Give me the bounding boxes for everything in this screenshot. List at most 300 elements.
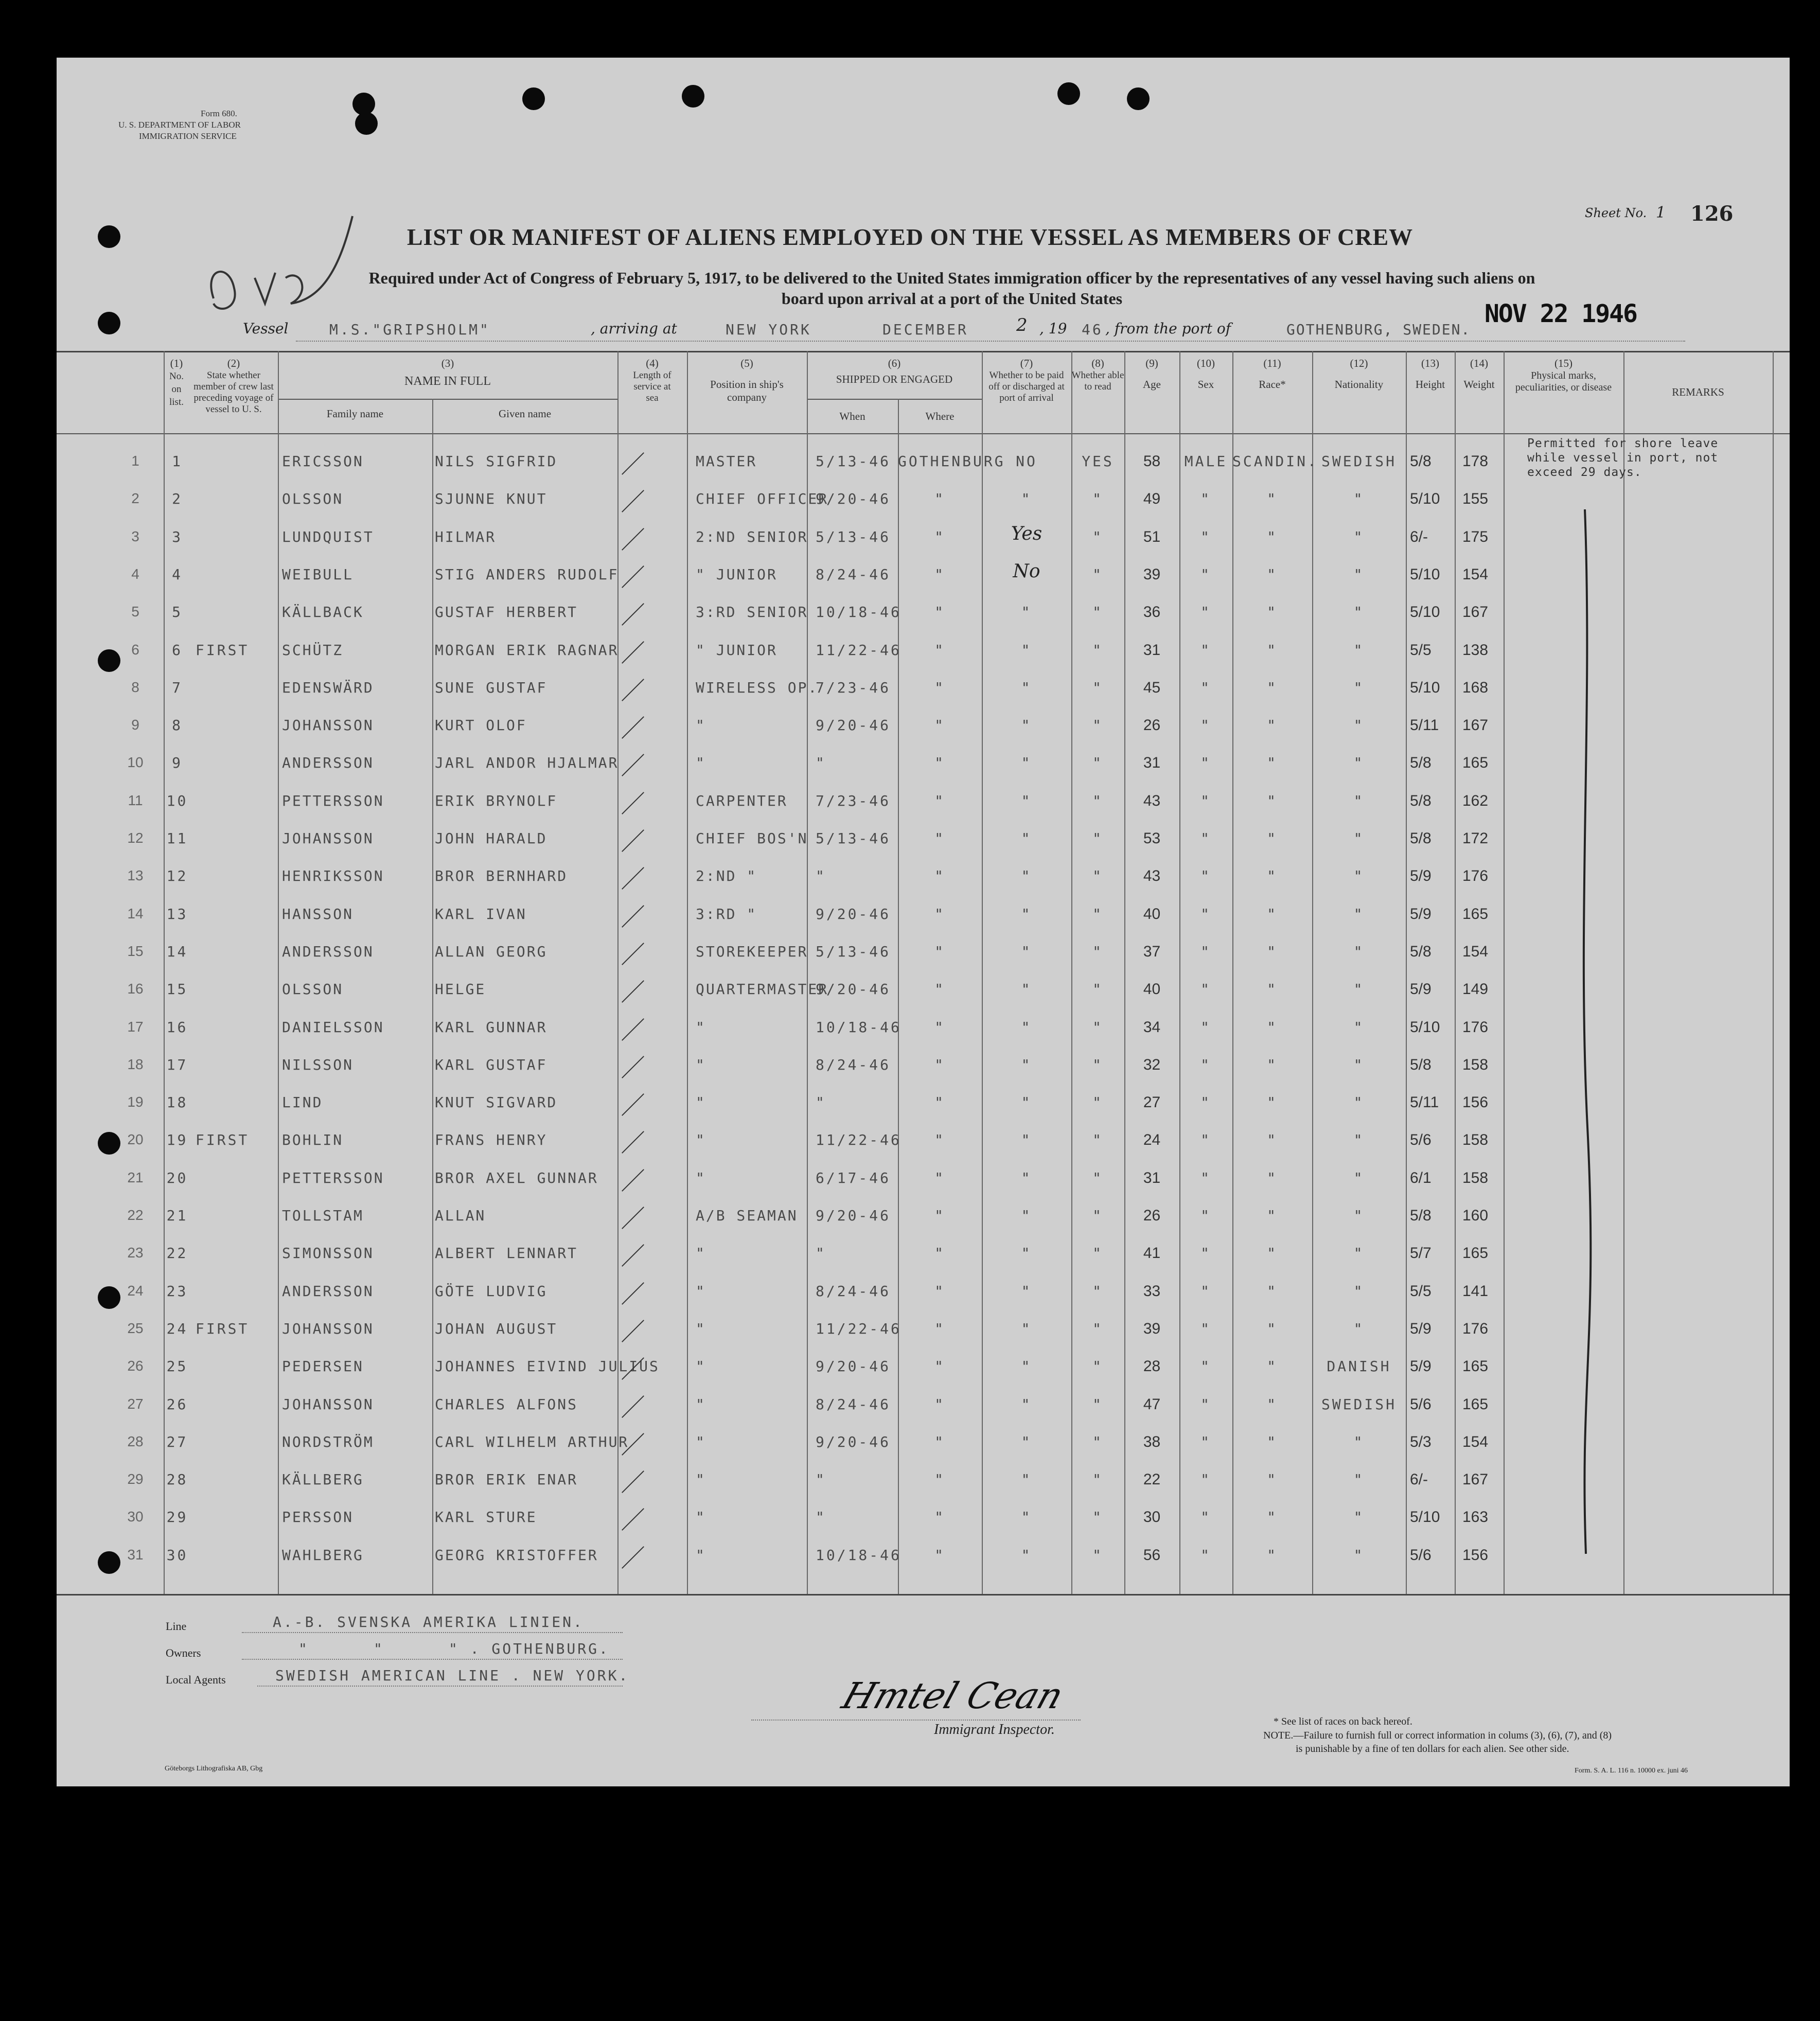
given-name: CARL WILHELM ARTHUR [435,1433,629,1450]
col-header-family: Family name [326,407,384,420]
service-name: IMMIGRATION SERVICE [139,131,237,141]
given-name: GEORG KRISTOFFER [435,1546,598,1564]
weight: 158 [1462,1169,1489,1186]
paid-off: " [1021,1169,1032,1186]
paid-off: " [1021,867,1032,885]
age: 53 [1143,830,1161,847]
height: 5/11 [1410,717,1439,734]
given-name: FRANS HENRY [435,1131,547,1149]
shipped-when: 9/20-46 [816,1207,891,1224]
year-label: , 19 [1039,320,1067,337]
position: " JUNIOR [696,565,778,583]
service-check-mark [622,829,644,852]
age: 32 [1143,1056,1161,1073]
age: 56 [1143,1546,1161,1564]
race: " [1267,1358,1278,1375]
given-name: KARL STURE [435,1509,537,1526]
arrival-month: DECEMBER [882,321,968,338]
arrival-year: 46 [1082,321,1103,338]
weight: 160 [1462,1207,1489,1224]
table-row [0,672,1820,710]
sheet-number: 126 [1690,202,1734,226]
age: 40 [1143,905,1161,923]
position: 2:ND SENIOR [696,528,808,545]
able-to-read: " [1092,1471,1103,1488]
paid-off: " [1021,830,1032,847]
given-name: HILMAR [435,528,497,545]
service-check-mark [622,1508,644,1531]
weight: 138 [1462,641,1489,659]
service-check-mark [622,1244,644,1267]
shipped-where: GOTHENBURG [898,453,1005,470]
height: 5/10 [1410,565,1440,583]
service-check-mark [622,565,644,588]
nationality: " [1353,604,1365,621]
list-number: 16 [166,1018,188,1036]
vessel-name: M.S."GRIPSHOLM" [329,321,490,338]
position: 3:RD " [696,905,757,923]
sheet-line-number: 10 [127,754,144,771]
shipped-when: 5/13-46 [816,453,891,470]
races-note: * See list of races on back hereof. [1274,1716,1412,1727]
shipped-where: " [934,490,945,508]
family-name: WEIBULL [282,565,354,583]
given-name: HELGE [435,981,486,998]
nationality: " [1353,1018,1365,1036]
shipped-when: 9/20-46 [816,490,891,508]
family-name: KÄLLBACK [282,604,364,621]
nationality: " [1353,754,1365,772]
family-name: JOHANSSON [282,830,374,847]
position: " [696,717,706,734]
paid-off: " [1021,981,1032,998]
list-number: 25 [166,1358,188,1375]
nationality: " [1353,641,1365,659]
given-name: KARL GUNNAR [435,1018,547,1036]
position: " [696,1018,706,1036]
sex: " [1200,981,1211,998]
shipped-where: " [934,981,945,998]
able-to-read: " [1092,565,1103,583]
given-name: JARL ANDOR HJALMAR [435,754,619,772]
position: " [696,1131,706,1149]
arrival-port: NEW YORK [726,321,811,338]
sex: " [1200,1131,1211,1149]
age: 31 [1143,754,1161,772]
shipped-when: " [816,1245,826,1262]
age: 43 [1143,792,1161,809]
punch-hole [1127,87,1150,110]
sheet-line-number: 23 [127,1245,144,1261]
service-check-mark [622,716,644,739]
nationality: " [1353,905,1365,923]
table-row [0,634,1820,672]
able-to-read: " [1092,1207,1103,1224]
given-name: JOHN HARALD [435,830,547,847]
table-row [0,559,1820,596]
sex: " [1200,1433,1211,1450]
department-name: U. S. DEPARTMENT OF LABOR [118,120,241,130]
sex: " [1200,1169,1211,1186]
table-row [0,1162,1820,1200]
shipped-when: 10/18-46 [816,604,902,621]
age: 40 [1143,981,1161,998]
family-name: EDENSWÄRD [282,679,374,696]
departure-port: GOTHENBURG, SWEDEN. [1286,321,1471,338]
paid-off: " [1021,679,1032,696]
family-name: HANSSON [282,905,354,923]
height: 5/9 [1410,981,1432,998]
col-header-prev-voyage: (2) State whether member of crew last preceding voyage of vessel to U. S. [193,357,274,415]
weight: 156 [1462,1094,1489,1111]
printer-mark: Göteborgs Lithografiska AB, Gbg [165,1765,263,1772]
age: 30 [1143,1509,1161,1526]
race: " [1267,905,1278,923]
height: 5/5 [1410,1282,1432,1300]
given-name: ALLAN [435,1207,486,1224]
service-check-mark [622,490,644,512]
line-label: Line [166,1620,187,1633]
list-number: 23 [166,1282,188,1300]
age: 31 [1143,1169,1161,1186]
sex: " [1200,1282,1211,1300]
service-check-mark [622,452,644,475]
given-name: BROR BERNHARD [435,867,568,885]
col-header-position: (5) Position in ship's company [710,357,784,403]
subtitle-line-1: Required under Act of Congress of February 5, 1917, to be delivered to the United States immigration officer by the representatives of any vessel having such aliens on [368,269,1535,287]
shipped-where: " [934,717,945,734]
sex: " [1200,867,1211,885]
age: 26 [1143,717,1161,734]
service-check-mark [622,679,644,701]
family-name: NORDSTRÖM [282,1433,374,1450]
table-row [0,973,1820,1011]
weight: 165 [1462,905,1489,923]
paid-off: " [1021,754,1032,772]
col-header-physical: (15) Physical marks, peculiarities, or disease [1515,357,1612,393]
col-header-where: Where [925,410,955,422]
sheet-line-number: 14 [127,905,144,921]
punch-hole [1057,82,1080,105]
shipped-where: " [934,905,945,923]
list-number: 27 [166,1433,188,1450]
weight: 158 [1462,1056,1489,1073]
paid-off: " [1021,905,1032,923]
sheet-line-number: 18 [127,1056,144,1072]
col-header-weight: (14) Weight [1463,357,1495,391]
shipped-when: 9/20-46 [816,717,891,734]
list-number: 6 [172,641,183,659]
weight: 175 [1462,528,1489,545]
able-to-read: " [1092,1358,1103,1375]
position: " [696,1282,706,1300]
page-subtitle [216,268,1688,309]
weight: 154 [1462,1433,1489,1450]
table-row [0,1389,1820,1426]
table-row [0,1539,1820,1577]
able-to-read: " [1092,1094,1103,1111]
shipped-where: " [934,528,945,545]
family-name: DANIELSSON [282,1018,384,1036]
col-header-shipped: (6) SHIPPED OR ENGAGED [836,357,953,385]
sex: " [1200,1320,1211,1337]
weight: 154 [1462,565,1489,583]
shipped-when: " [816,1471,826,1488]
age: 27 [1143,1094,1161,1111]
sex: " [1200,905,1211,923]
position: WIRELESS OP. [696,679,819,696]
paid-off: " [1021,1131,1032,1149]
list-number: 3 [172,528,183,545]
signature-underline [751,1719,1081,1721]
subtitle-line-2: board upon arrival at a port of the United States [781,289,1123,308]
remarks-note: Permitted for shore leave while vessel in port, not exceed 29 days. [1527,437,1719,479]
table-row [0,747,1820,785]
sex: " [1200,1207,1211,1224]
shipped-where: " [934,1358,945,1375]
able-to-read: " [1092,1282,1103,1300]
name-subheader-rule [278,399,617,400]
sex: " [1200,679,1211,696]
nationality: " [1353,943,1365,960]
family-name: KÄLLBERG [282,1471,364,1488]
able-to-read: " [1092,528,1103,545]
position: " [696,1094,706,1111]
family-name: SIMONSSON [282,1245,374,1262]
sex: " [1200,565,1211,583]
list-number: 14 [166,943,188,960]
col-header-age: (9) Age [1143,357,1161,391]
sheet-line-number: 12 [127,830,144,846]
nationality: " [1353,679,1365,696]
list-number: 29 [166,1509,188,1526]
given-name: CHARLES ALFONS [435,1395,578,1413]
list-number: 11 [166,830,188,847]
age: 24 [1143,1131,1161,1149]
sex: " [1200,943,1211,960]
race: " [1267,792,1278,809]
race: " [1267,867,1278,885]
able-to-read: " [1092,1131,1103,1149]
table-row [0,1464,1820,1501]
age: 51 [1143,528,1161,545]
previous-voyage: FIRST [196,1320,250,1337]
nationality: " [1353,1056,1365,1073]
family-name: HENRIKSSON [282,867,384,885]
paid-off: " [1021,717,1032,734]
paid-off: " [1021,604,1032,621]
race: " [1267,604,1278,621]
weight: 176 [1462,1320,1489,1337]
height: 5/8 [1410,1056,1432,1073]
shipped-subheader-rule [807,399,982,400]
nationality: " [1353,490,1365,508]
position: " [696,1320,706,1337]
table-row [0,1351,1820,1388]
paid-off: " [1021,1433,1032,1450]
inspector-label: Immigrant Inspector. [934,1722,1055,1738]
table-row [0,1049,1820,1087]
given-name: KURT OLOF [435,717,527,734]
age: 41 [1143,1245,1161,1262]
sheet-line-number: 13 [127,867,144,884]
position: " [696,1471,706,1488]
weight: 167 [1462,1471,1489,1488]
service-check-mark [622,1056,644,1078]
list-number: 17 [166,1056,188,1073]
sheet-line-number: 17 [127,1018,144,1035]
service-check-mark [622,1395,644,1418]
shipped-where: " [934,1433,945,1450]
shipped-when: 9/20-46 [816,1433,891,1450]
given-name: ALBERT LENNART [435,1245,578,1262]
agents-value: SWEDISH AMERICAN LINE . NEW YORK. [275,1667,630,1684]
weight: 165 [1462,1245,1489,1262]
position: CARPENTER [696,792,788,809]
paid-off: " [1021,1094,1032,1111]
given-name: BROR AXEL GUNNAR [435,1169,598,1186]
position: " [696,1395,706,1413]
family-name: PEDERSEN [282,1358,364,1375]
height: 5/8 [1410,453,1432,470]
height: 5/9 [1410,1358,1432,1375]
line-value: A.-B. SVENSKA AMERIKA LINIEN. [273,1614,584,1630]
height: 5/8 [1410,792,1432,809]
nationality: " [1353,565,1365,583]
sex: " [1200,1509,1211,1526]
list-number: 4 [172,565,183,583]
list-number: 12 [166,867,188,885]
able-to-read: " [1092,1056,1103,1073]
nationality: " [1353,1320,1365,1337]
vessel-underline [296,341,1685,342]
list-number: 2 [172,490,183,508]
weight: 176 [1462,867,1489,885]
nationality: SWEDISH [1321,453,1397,470]
sheet-line-number: 2 [131,490,139,507]
shipped-when: 8/24-46 [816,1395,891,1413]
height: 5/8 [1410,943,1432,960]
inspector-signature: Hmtel Cean [837,1675,1069,1717]
race: " [1267,679,1278,696]
race: " [1267,490,1278,508]
paid-off: " [1021,1282,1032,1300]
sheet-line-number: 16 [127,981,144,997]
shipped-where: " [934,1471,945,1488]
sex: " [1200,1358,1211,1375]
shipped-where: " [934,679,945,696]
table-row [0,1012,1820,1049]
nationality: " [1353,1207,1365,1224]
weight: 141 [1462,1282,1489,1300]
given-name: GÖTE LUDVIG [435,1282,547,1300]
sheet-line-number: 15 [127,943,144,959]
given-name: NILS SIGFRID [435,453,558,470]
paid-off: " [1021,792,1032,809]
height: 5/10 [1410,604,1440,621]
paid-off: " [1021,1320,1032,1337]
line-underline [242,1632,623,1633]
table-row [0,596,1820,634]
given-name: ERIK BRYNOLF [435,792,558,809]
owners-value: " " " . GOTHENBURG. [298,1640,610,1657]
vessel-label: Vessel [243,320,289,337]
service-check-mark [622,528,644,551]
given-name: KARL GUSTAF [435,1056,547,1073]
race: " [1267,717,1278,734]
form-code: Form. S. A. L. 116 n. 10000 ex. juni 46 [1575,1767,1688,1775]
shipped-where: " [934,792,945,809]
height: 5/3 [1410,1433,1432,1450]
position: " [696,1169,706,1186]
previous-voyage: FIRST [196,1131,250,1149]
family-name: WAHLBERG [282,1546,364,1564]
family-name: JOHANSSON [282,1320,374,1337]
service-check-mark [622,867,644,890]
sex: " [1200,1471,1211,1488]
height: 5/10 [1410,1509,1440,1526]
family-name: LIND [282,1094,323,1111]
agents-underline [257,1686,623,1687]
position: " [696,1358,706,1375]
table-row [0,710,1820,747]
race: " [1267,830,1278,847]
table-row [0,823,1820,860]
sheet-line-number: 20 [127,1131,144,1148]
nationality: " [1353,1471,1365,1488]
weight: 165 [1462,1358,1489,1375]
able-to-read: " [1092,717,1103,734]
height: 5/8 [1410,830,1432,847]
able-to-read: " [1092,1320,1103,1337]
family-name: SCHÜTZ [282,641,344,659]
list-number: 22 [166,1245,188,1262]
race: " [1267,1471,1278,1488]
able-to-read: " [1092,679,1103,696]
age: 28 [1143,1358,1161,1375]
sheet-line-number: 31 [127,1546,144,1563]
able-to-read: " [1092,490,1103,508]
service-check-mark [622,754,644,776]
given-name: GUSTAF HERBERT [435,604,578,621]
height: 5/10 [1410,490,1440,508]
weight: 178 [1462,453,1489,470]
list-number: 5 [172,604,183,621]
paid-off: " [1021,490,1032,508]
table-top-rule [57,351,1790,352]
sex: " [1200,641,1211,659]
sex: " [1200,1546,1211,1564]
given-name: JOHANNES EIVIND JULIUS [435,1358,660,1375]
col-header-no: (1) No. on list. [169,357,184,407]
col-header-given: Given name [498,407,552,420]
sex: " [1200,1056,1211,1073]
age: 36 [1143,604,1161,621]
sheet-line-number: 6 [131,641,139,658]
weight: 156 [1462,1546,1489,1564]
race: " [1267,1207,1278,1224]
nationality: " [1353,1245,1365,1262]
sex: " [1200,1018,1211,1036]
family-name: PERSSON [282,1509,354,1526]
nationality: " [1353,1509,1365,1526]
age: 37 [1143,943,1161,960]
weight: 167 [1462,604,1489,621]
family-name: ERICSSON [282,453,364,470]
family-name: LUNDQUIST [282,528,374,545]
punch-hole [355,112,378,135]
height: 6/- [1410,1471,1428,1488]
